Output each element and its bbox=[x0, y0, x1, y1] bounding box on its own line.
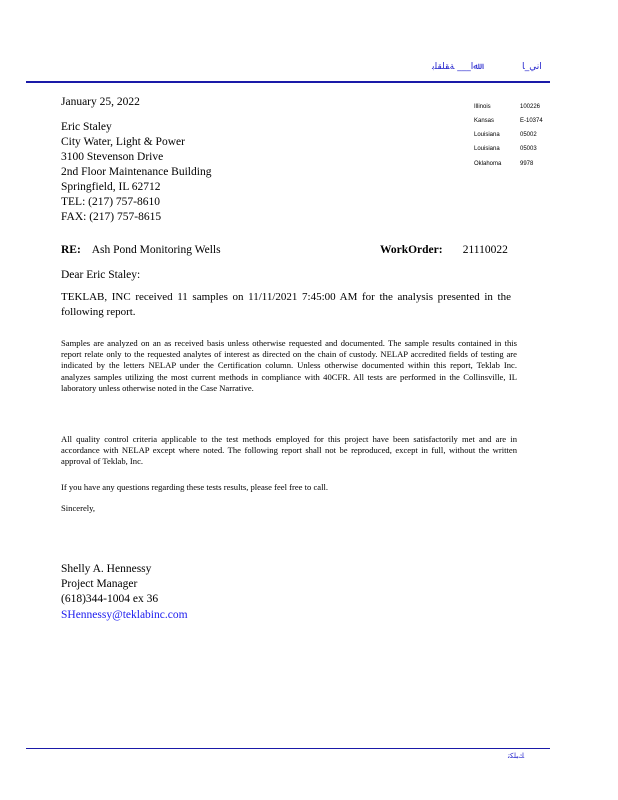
workorder-label: WorkOrder: bbox=[380, 244, 443, 256]
salutation: Dear Eric Staley: bbox=[61, 269, 141, 281]
recipient-company: City Water, Light & Power bbox=[61, 136, 185, 148]
logo-text: ﷲﺍ___ ﺔﻘﻠﻘﻠﺑ bbox=[432, 62, 479, 72]
body-paragraph-3: If you have any questions regarding these tests results, please feel free to call. bbox=[61, 482, 329, 492]
footer-rule bbox=[26, 748, 550, 749]
signature-title: Project Manager bbox=[61, 578, 138, 590]
closing: Sincerely, bbox=[61, 503, 96, 513]
recipient-building: 2nd Floor Maintenance Building bbox=[61, 166, 212, 178]
re-line bbox=[61, 244, 221, 256]
certification-row: Illinois 100226 bbox=[474, 104, 541, 110]
re-label: RE: bbox=[61, 244, 81, 256]
body-paragraph-1: Samples are analyzed on an as received basis unless otherwise requested and documented. The sample results contained in this report relate only to the requested analytes of interest as directed on the chain of custody. NELAP accredited fields of testing are indicated by the letters NELAP under the Certification column. Unless otherwise documented within this report, Teklab Inc. analyzes samples utilizing the most current methods in compliance with 40CFR. All tests are performed in the Collinsville, IL laboratory unless otherwise noted in the Case Narrative. bbox=[61, 338, 517, 393]
signature-phone: (618)344-1004 ex 36 bbox=[61, 593, 159, 605]
letter-date: January 25, 2022 bbox=[61, 96, 140, 108]
certification-row: Louisiana 05003 bbox=[474, 146, 537, 152]
header-rule bbox=[26, 81, 550, 83]
intro-paragraph: TEKLAB, INC received 11 samples on 11/11/2021 7:45:00 AM for the analysis presented in the following report. bbox=[61, 291, 511, 318]
signature-name: Shelly A. Hennessy bbox=[61, 563, 152, 575]
recipient-street: 3100 Stevenson Drive bbox=[61, 151, 164, 163]
signature-email-link[interactable]: SHennessy@teklabinc.com bbox=[61, 609, 188, 621]
workorder bbox=[380, 244, 508, 256]
recipient-city: Springfield, IL 62712 bbox=[61, 181, 161, 193]
certification-row: Kansas E-10374 bbox=[474, 118, 543, 124]
workorder-value: 21110022 bbox=[462, 244, 508, 256]
certification-row: Oklahoma 9978 bbox=[474, 161, 534, 167]
body-paragraph-2: All quality control criteria applicable to the test methods employed for this project have been satisfactorily met and are in accordance with NELAP except where noted. The following report shall not be reproduced, except in full, without the written approval of Teklab, Inc. bbox=[61, 434, 517, 467]
recipient-tel: TEL: (217) 757-8610 bbox=[61, 196, 161, 208]
re-text: Ash Pond Monitoring Wells bbox=[91, 244, 221, 256]
recipient-fax: FAX: (217) 757-8615 bbox=[61, 211, 162, 223]
footer-mark: ﻚﺒﻠﻜﺗ bbox=[508, 752, 525, 760]
recipient-name: Eric Staley bbox=[61, 121, 112, 133]
certification-row: Louisiana 05002 bbox=[474, 132, 537, 138]
logo-mark: ﺍﻧﻲ_ﺎ bbox=[522, 62, 542, 72]
